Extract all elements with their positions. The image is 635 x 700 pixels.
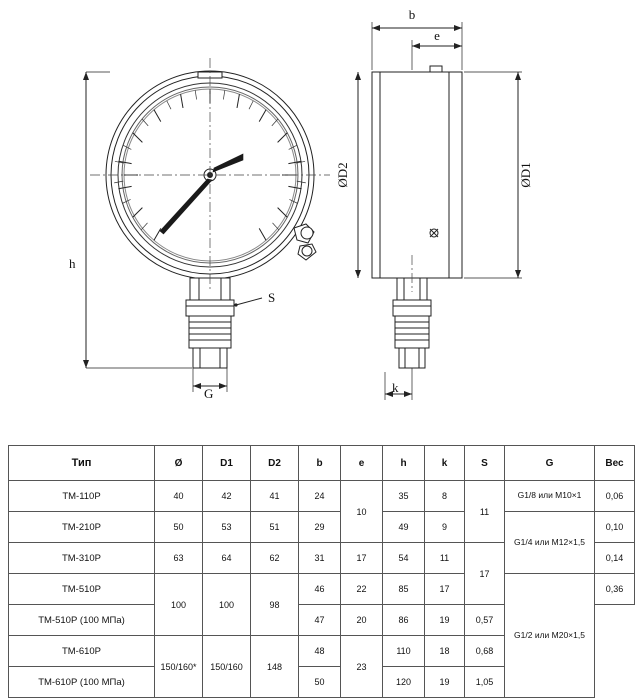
cell-type: ТМ-310Р [9,543,155,574]
cell-h: 49 [383,512,425,543]
cell-g: G1/8 или M10×1 [505,481,595,512]
cell-weight: 1,05 [465,667,505,698]
cell-d: 150/160* [155,636,203,698]
table-row [9,481,635,512]
table-row [9,574,635,605]
cell-e: 20 [341,605,383,636]
col-weight: Вес [595,446,635,481]
cell-k: 19 [425,605,465,636]
cell-d1: 42 [203,481,251,512]
col-b: b [299,446,341,481]
cell-g: G1/2 или M20×1,5 [505,574,595,698]
col-d2: D2 [251,446,299,481]
cell-type: ТМ-610Р [9,636,155,667]
front-view [86,58,330,392]
cell-h: 35 [383,481,425,512]
cell-weight: 0,57 [465,605,505,636]
cell-d: 100 [155,574,203,636]
cell-s: 17 [465,543,505,605]
cell-b: 24 [299,481,341,512]
cell-weight: 0,10 [595,512,635,543]
cell-g: G1/4 или M12×1,5 [505,512,595,574]
cell-h: 85 [383,574,425,605]
col-g: G [505,446,595,481]
cell-d1: 150/160 [203,636,251,698]
label-D1: ØD1 [518,162,533,188]
col-s: S [465,446,505,481]
cell-d1: 100 [203,574,251,636]
cell-weight: 0,14 [595,543,635,574]
specs-table-wrap [8,445,624,698]
label-b: b [408,7,416,22]
label-h: h [69,256,76,271]
cell-d: 63 [155,543,203,574]
cell-d: 50 [155,512,203,543]
side-view [358,22,522,400]
label-S: S [268,290,276,305]
col-h: h [383,446,425,481]
cell-e: 10 [341,481,383,543]
cell-weight: 0,68 [465,636,505,667]
cell-d2: 41 [251,481,299,512]
cell-type: ТМ-610Р (100 МПа) [9,667,155,698]
cell-h: 86 [383,605,425,636]
table-header-row [9,446,635,481]
cell-b: 29 [299,512,341,543]
col-d1: D1 [203,446,251,481]
cell-d: 40 [155,481,203,512]
col-d: Ø [155,446,203,481]
cell-k: 17 [425,574,465,605]
cell-weight: 0,06 [595,481,635,512]
cell-k: 8 [425,481,465,512]
table-row [9,512,635,543]
cell-b: 47 [299,605,341,636]
cell-type: ТМ-210Р [9,512,155,543]
col-type: Тип [9,446,155,481]
cell-h: 54 [383,543,425,574]
cell-d2: 51 [251,512,299,543]
col-k: k [425,446,465,481]
cell-d2: 98 [251,574,299,636]
cell-h: 110 [383,636,425,667]
cell-type: ТМ-110Р [9,481,155,512]
label-D2: ØD2 [335,162,350,188]
label-e: e [434,28,440,43]
cell-d2: 62 [251,543,299,574]
col-e: e [341,446,383,481]
cell-e: 23 [341,636,383,698]
cell-d1: 53 [203,512,251,543]
cell-s: 11 [465,481,505,543]
cell-weight: 0,36 [595,574,635,605]
cell-d2: 148 [251,636,299,698]
cell-k: 9 [425,512,465,543]
cell-e: 22 [341,574,383,605]
cell-type: ТМ-510Р [9,574,155,605]
label-G: G [204,386,214,401]
cell-d1: 64 [203,543,251,574]
cell-b: 50 [299,667,341,698]
cell-e: 17 [341,543,383,574]
cell-b: 31 [299,543,341,574]
label-k: k [392,380,399,395]
cell-k: 18 [425,636,465,667]
cell-b: 48 [299,636,341,667]
cell-k: 19 [425,667,465,698]
cell-h: 120 [383,667,425,698]
cell-type: ТМ-510Р (100 МПа) [9,605,155,636]
cell-k: 11 [425,543,465,574]
cell-b: 46 [299,574,341,605]
specifications-table [8,445,635,698]
